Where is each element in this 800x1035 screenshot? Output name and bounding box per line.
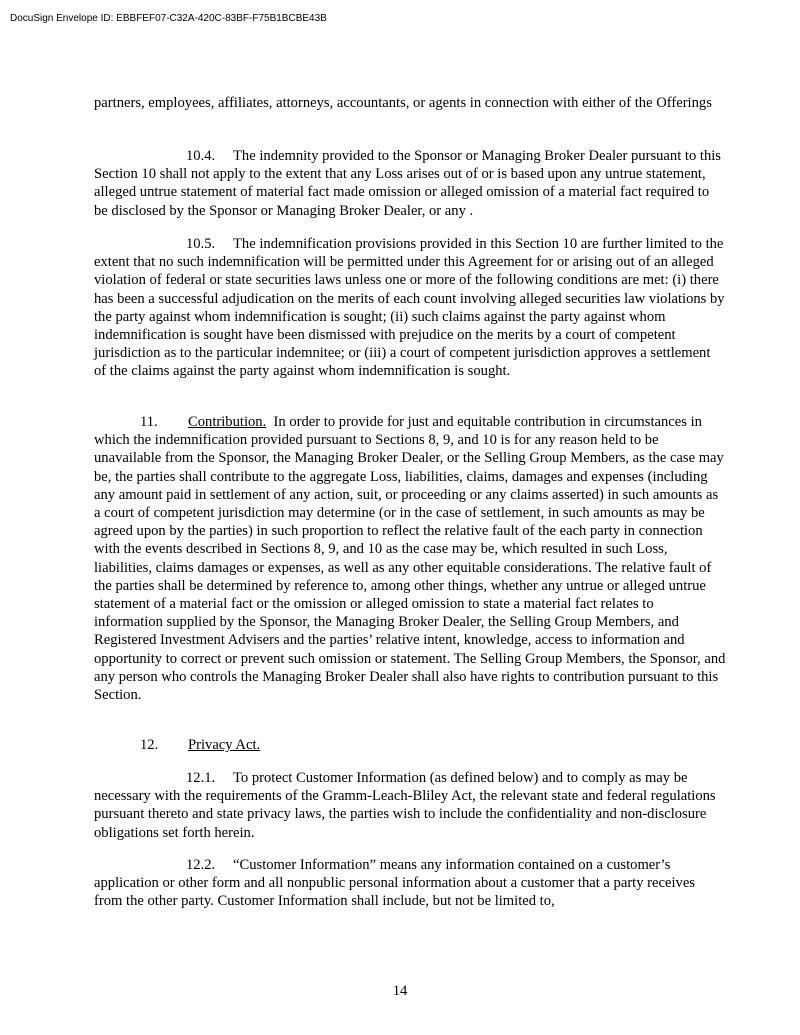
paragraph-10-4 — [94, 147, 726, 220]
paragraph-12 — [94, 736, 726, 754]
paragraph-text: In order to provide for just and equitable contribution in circumstances in which the indemnification provided pursuant to Sections 8, 9, and 10 is for any reason held to be unavailable from the Sponsor, the Managing Broker Dealer, or the Selling Group Members, as the case may be, the parties shall contribute to the aggregate Loss, liabilities, claims, damages and expenses (including any amount paid in settlement of any action, suit, or proceeding or any claims asserted) in such amounts as a court of competent jurisdiction may determine (or in the case of settlement, in such amounts as may be agreed upon by the parties) in such proportion to reflect the relative fault of the each party in connection with the events described in Sections 8, 9, and 10 as the case may be, which resulted in such Loss, liabilities, claims damages or expenses, as well as any other equitable considerations. The relative fault of the parties shall be determined by reference to, among other things, whether any untrue or alleged untrue statement of a material fact or the omission or alleged omission to state a material fact relates to information supplied by the Sponsor, the Managing Broker Dealer, the Selling Group Members, and Registered Investment Advisers and the parties’ relative intent, knowledge, access to information and opportunity to correct or prevent such omission or statement. The Selling Group Members, the Sponsor, and any person who controls the Managing Broker Dealer shall also have rights to contribution pursuant to this Section. — [94, 414, 726, 704]
paragraph-12-2 — [94, 856, 726, 911]
paragraph-text: To protect Customer Information (as defined below) and to comply as may be necessary with the requirements of the Gramm-Leach-Bliley Act, the relevant state and federal regulations pursuant thereto and state privacy laws, the parties wish to include the confidentiality and non-disclosure obligations set forth herein. — [94, 770, 716, 841]
section-number: 12. — [140, 737, 159, 753]
section-number: 10.5. — [186, 236, 216, 252]
paragraph-12-1 — [94, 769, 726, 842]
docusign-envelope-id: DocuSign Envelope ID: EBBFEF07-C32A-420C-83BF-F75B1BCBE43B — [10, 13, 327, 24]
section-heading: Contribution. — [188, 414, 267, 430]
page-number: 14 — [392, 983, 408, 999]
paragraph-continuation: partners, employees, affiliates, attorneys, accountants, or agents in connection with either of the Offerings — [94, 95, 712, 111]
paragraph-text: “Customer Information” means any information contained on a customer’s application or other form and all nonpublic personal information about a customer that a party receives from the other party. Customer Information shall include, but not be limited to, — [94, 857, 695, 910]
section-number: 10.4. — [186, 148, 216, 164]
section-number: 12.1. — [186, 770, 216, 786]
paragraph-10-5 — [94, 235, 726, 381]
section-number: 12.2. — [186, 857, 216, 873]
section-heading: Privacy Act. — [188, 737, 261, 753]
paragraph-text: The indemnity provided to the Sponsor or Managing Broker Dealer pursuant to this Section 10 shall not apply to the extent that any Loss arises out of or is based upon any untrue statement, alleged untrue statement of material fact made omission or alleged omission of a material fact required to be disclosed by the Sponsor or Managing Broker Dealer, or any . — [94, 148, 721, 219]
paragraph-text: The indemnification provisions provided in this Section 10 are further limited to the extent that no such indemnification will be permitted under this Agreement for or arising out of an alleged violation of federal or state securities laws unless one or more of the following conditions are met: (i) there has been a successful adjudication on the merits of each count involving alleged securities law violations by the party against whom indemnification is sought; (ii) such claims against the party against whom indemnification is sought have been dismissed with prejudice on the merits by a court of competent jurisdiction as to the particular indemnitee; or (iii) a court of competent jurisdiction approves a settlement of the claims against the party against whom indemnification is sought. — [94, 236, 725, 380]
paragraph-11 — [94, 413, 726, 704]
section-number: 11. — [140, 414, 158, 430]
